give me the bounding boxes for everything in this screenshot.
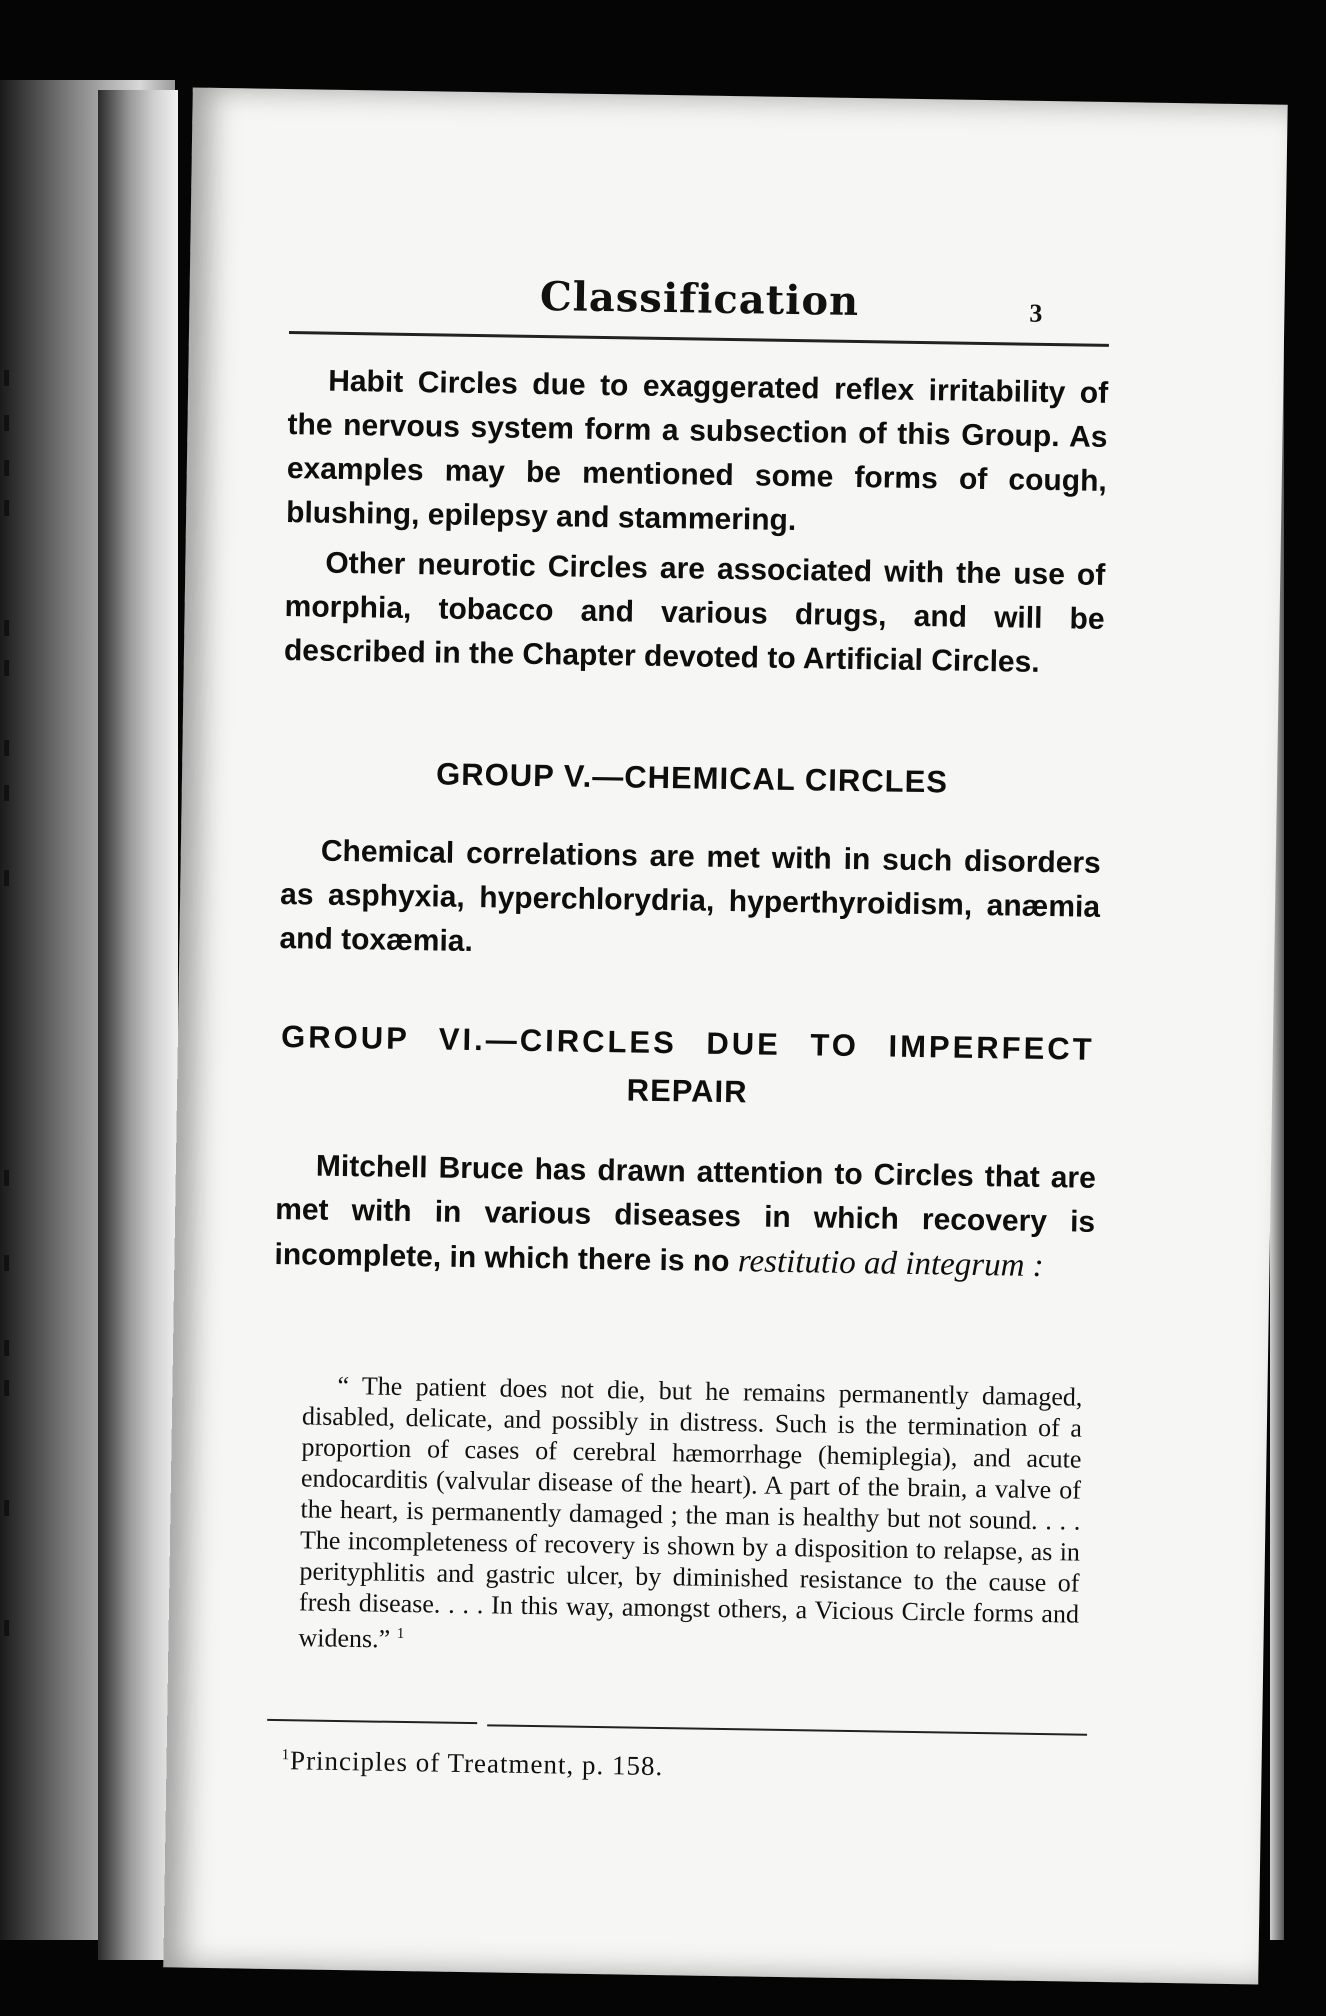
block-quote xyxy=(298,1369,1082,1665)
footnote-rule-right xyxy=(487,1724,1087,1735)
quote-footnote-ref: 1 xyxy=(396,1625,405,1643)
paragraph-habit-circles: Habit Circles due to exaggerated reflex irritability of the nervous system form a subsection of this Group. As examples may be mentioned some forms of cough, blushing, epilepsy and stammering. xyxy=(285,364,1109,538)
group-vi-heading-line1: GROUP VI.—CIRCLES DUE TO IMPERFECT xyxy=(280,1019,1095,1067)
group-v-heading: GROUP V.—CHEMICAL CIRCLES xyxy=(435,756,949,800)
paragraph-neurotic-circles: Other neurotic Circles are associated with the use of morphia, tobacco and various drugs, and will be described in the Chapter devoted to Artificial Circles. xyxy=(283,546,1106,679)
quote-text: “ The patient does not die, but he remains permanently damaged, disabled, delicate, and possibly in distress. Such is the termination of a proportion of cases of cerebral hæmorrhage (hemiplegia), and acute endocarditis (valvular disease of the heart). A part of the brain, a valve of the heart, is permanently damaged ; the man is healthy but not sound. . . . The incompleteness of recovery is shown by a disposition to relapse, as in perityphlitis and gastric ulcer, by diminished resistance to the cause of fresh disease. . . . In this way, amongst others, a Vicious Circle forms and widens.” xyxy=(298,1370,1083,1654)
running-head xyxy=(289,269,1110,342)
group-vi-heading-line2: REPAIR xyxy=(626,1072,748,1110)
footnote-mark: 1 xyxy=(281,1747,291,1764)
running-head-title: Classification xyxy=(539,272,860,326)
footnote xyxy=(281,1745,663,1782)
page-number: 3 xyxy=(1029,298,1043,328)
facing-page-text-fragments xyxy=(4,80,16,1940)
latin-phrase: restitutio ad integrum : xyxy=(737,1243,1044,1285)
running-head-rule xyxy=(289,331,1109,347)
book-gutter xyxy=(98,90,178,1960)
paragraph-imperfect-repair xyxy=(274,1144,1096,1290)
footnote-rule-left xyxy=(267,1719,477,1724)
book-page xyxy=(163,88,1287,1985)
paragraph-chemical-circles: Chemical correlations are met with in such disorders as asphyxia, hyperchlorydria, hyperthyroidism, anæmia and toxæmia. xyxy=(279,834,1102,959)
imperfect-repair-text: Mitchell Bruce has drawn attention to Circles that are met with in various diseases in which recovery is incomplete, in which there is no xyxy=(274,1149,1097,1279)
footnote-text: Principles of Treatment, p. 158. xyxy=(289,1745,664,1782)
